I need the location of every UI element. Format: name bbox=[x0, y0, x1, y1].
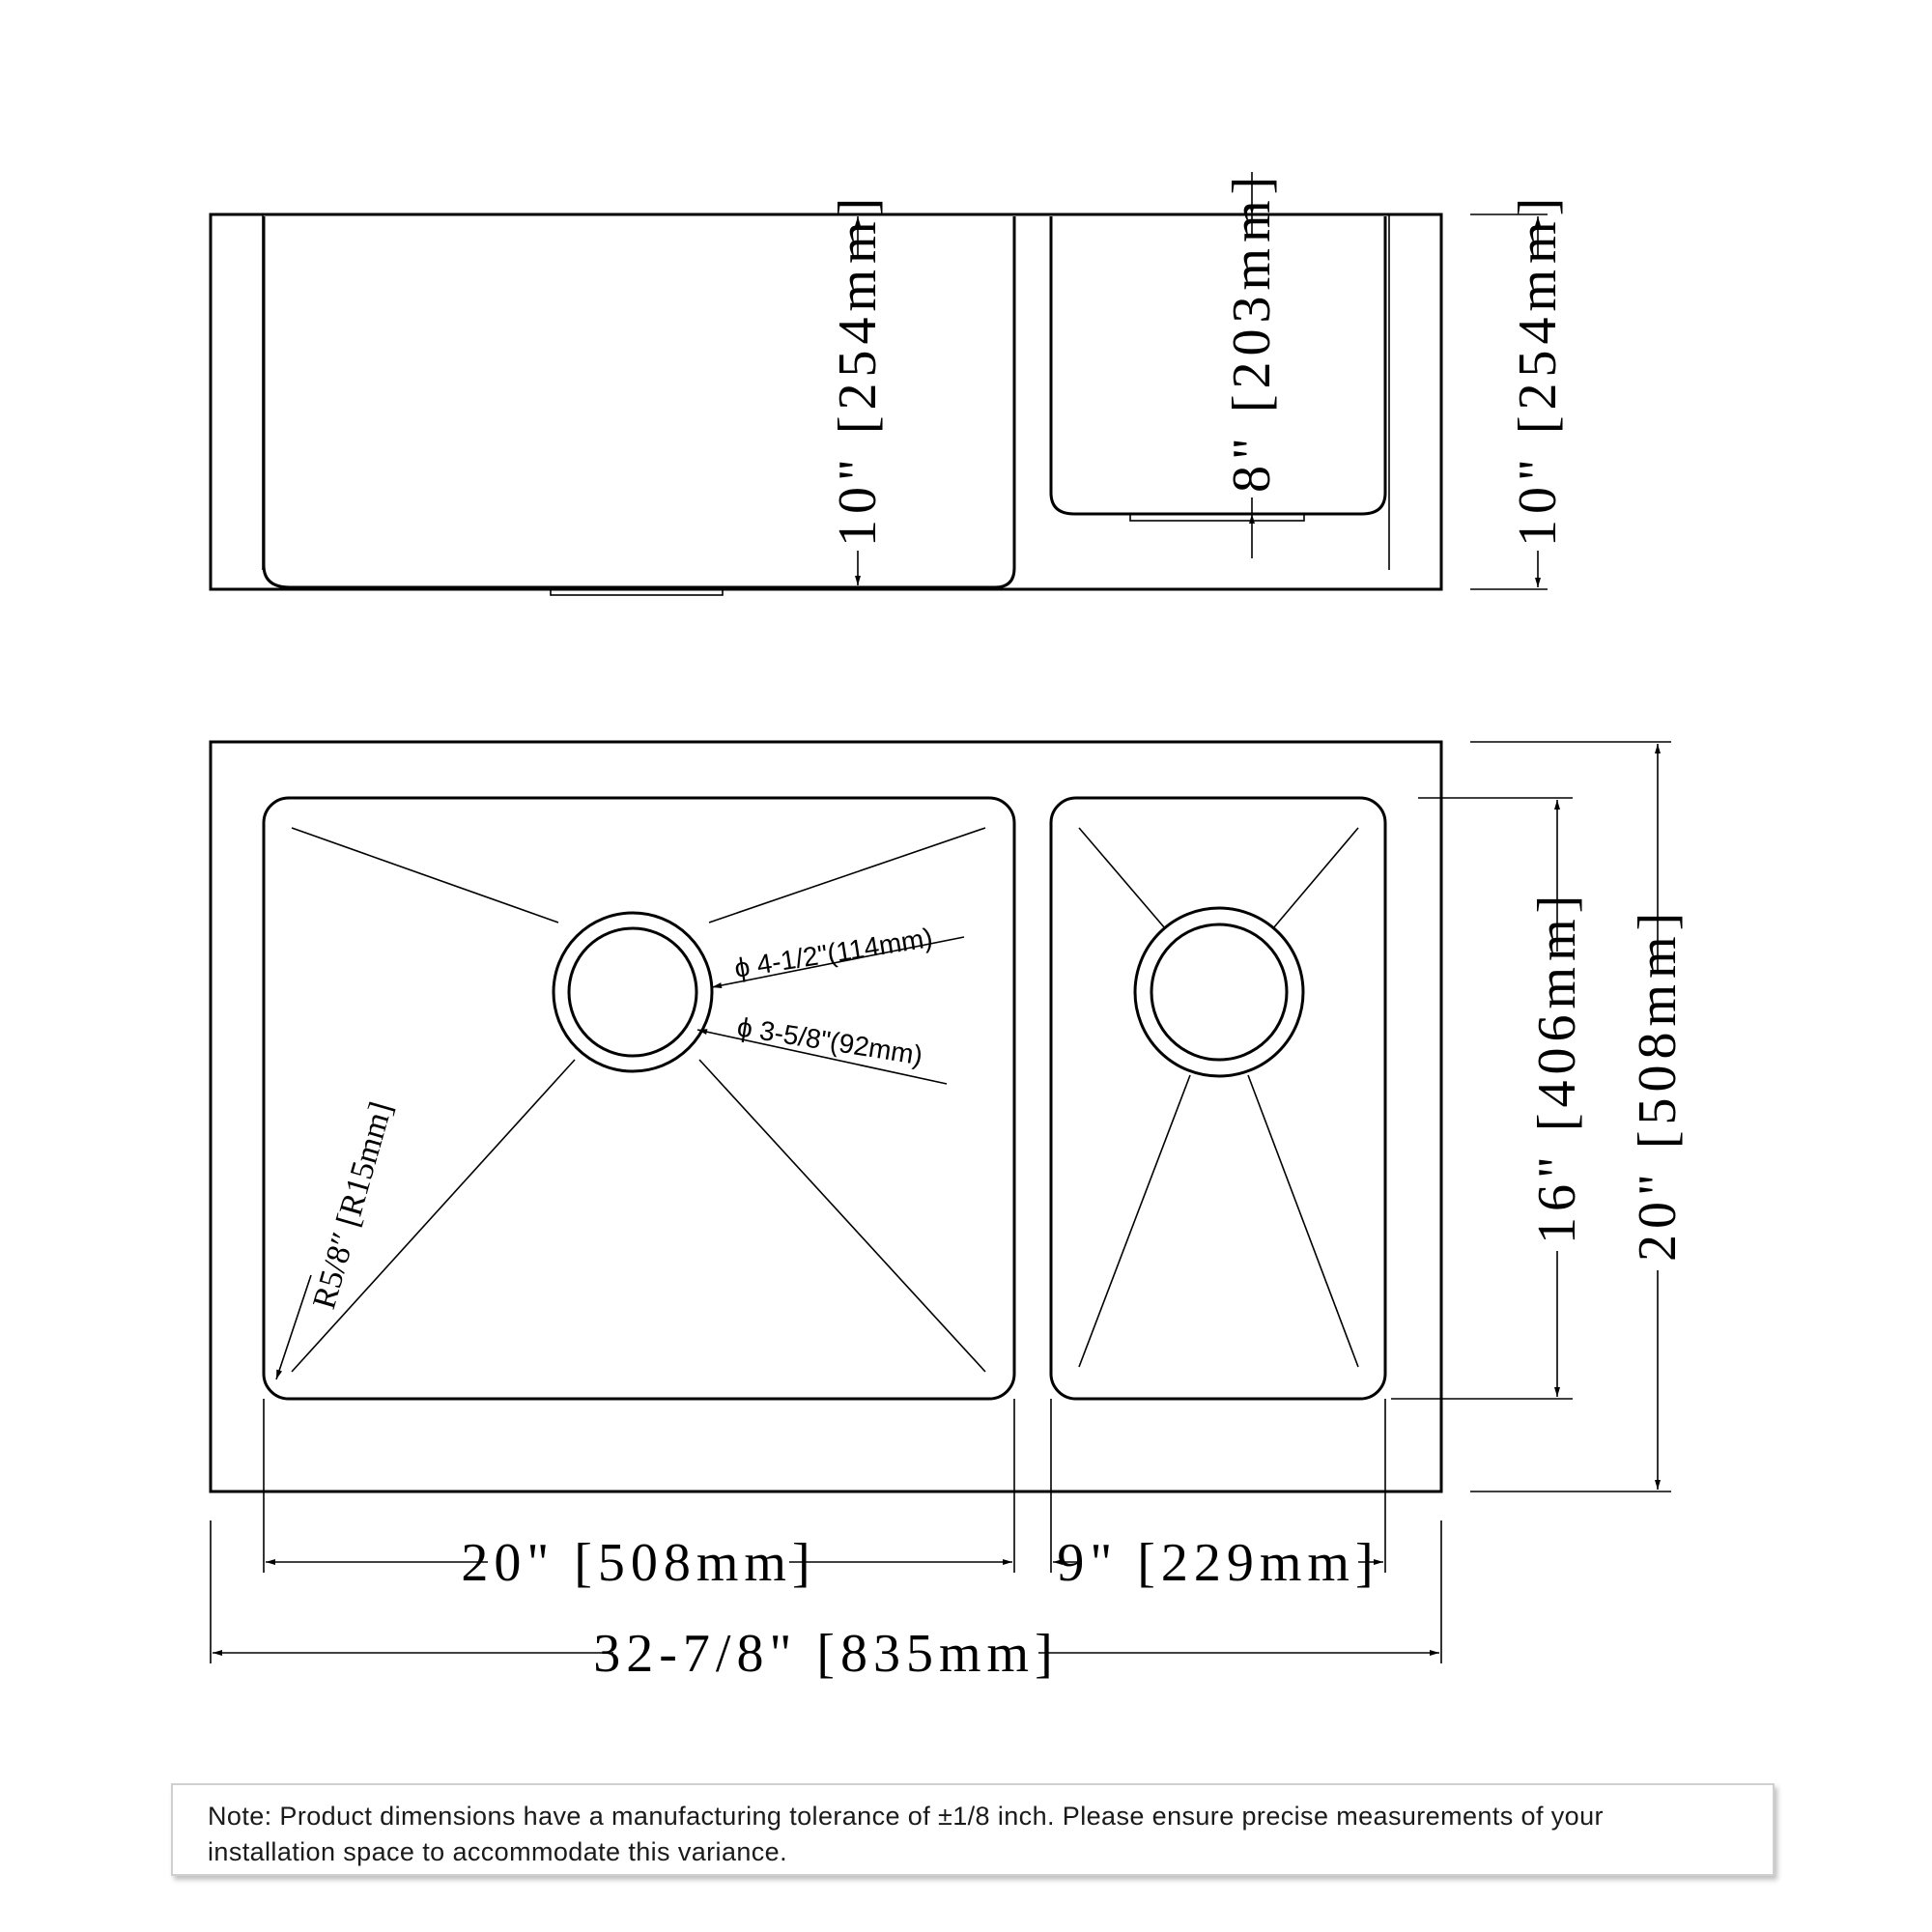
small-drain-inner bbox=[1151, 924, 1287, 1060]
right-bowl-depth-label: 8" [203mm] bbox=[1222, 170, 1282, 493]
top-view bbox=[211, 742, 1688, 1685]
large-drain-inner bbox=[569, 928, 696, 1056]
large-bowl bbox=[264, 798, 1014, 1399]
overall-width-label: 32-7/8" [835mm] bbox=[593, 1624, 1059, 1684]
left-bowl-depth-label: 10" [254mm] bbox=[828, 191, 888, 547]
drain-outer-label: ϕ 4-1/2"(114mm) bbox=[732, 922, 935, 983]
small-bowl-length-label: 16" [406mm] bbox=[1527, 889, 1587, 1244]
overall-depth-label: 10" [254mm] bbox=[1508, 191, 1568, 547]
side-view bbox=[211, 171, 1568, 595]
tolerance-note-text: Note: Product dimensions have a manufacturing tolerance of ±1/8 inch. Please ensure precise measurements of your installation space to accommodate this variance. bbox=[208, 1802, 1604, 1866]
large-bowl-width-label: 20" [508mm] bbox=[461, 1533, 816, 1593]
small-bowl-width-label: 9" [229mm] bbox=[1057, 1533, 1379, 1593]
drain-inner-label: ϕ 3-5/8"(92mm) bbox=[735, 1011, 925, 1071]
corner-radius-label: R5/8″ [R15mm] bbox=[306, 1097, 400, 1314]
left-bowl-profile bbox=[264, 216, 1014, 587]
right-bowl-profile bbox=[1051, 216, 1385, 514]
large-drain-outer bbox=[554, 913, 712, 1071]
overall-length-label: 20" [508mm] bbox=[1628, 906, 1688, 1262]
tolerance-note bbox=[171, 1783, 1775, 1876]
small-drain-outer bbox=[1135, 908, 1303, 1076]
